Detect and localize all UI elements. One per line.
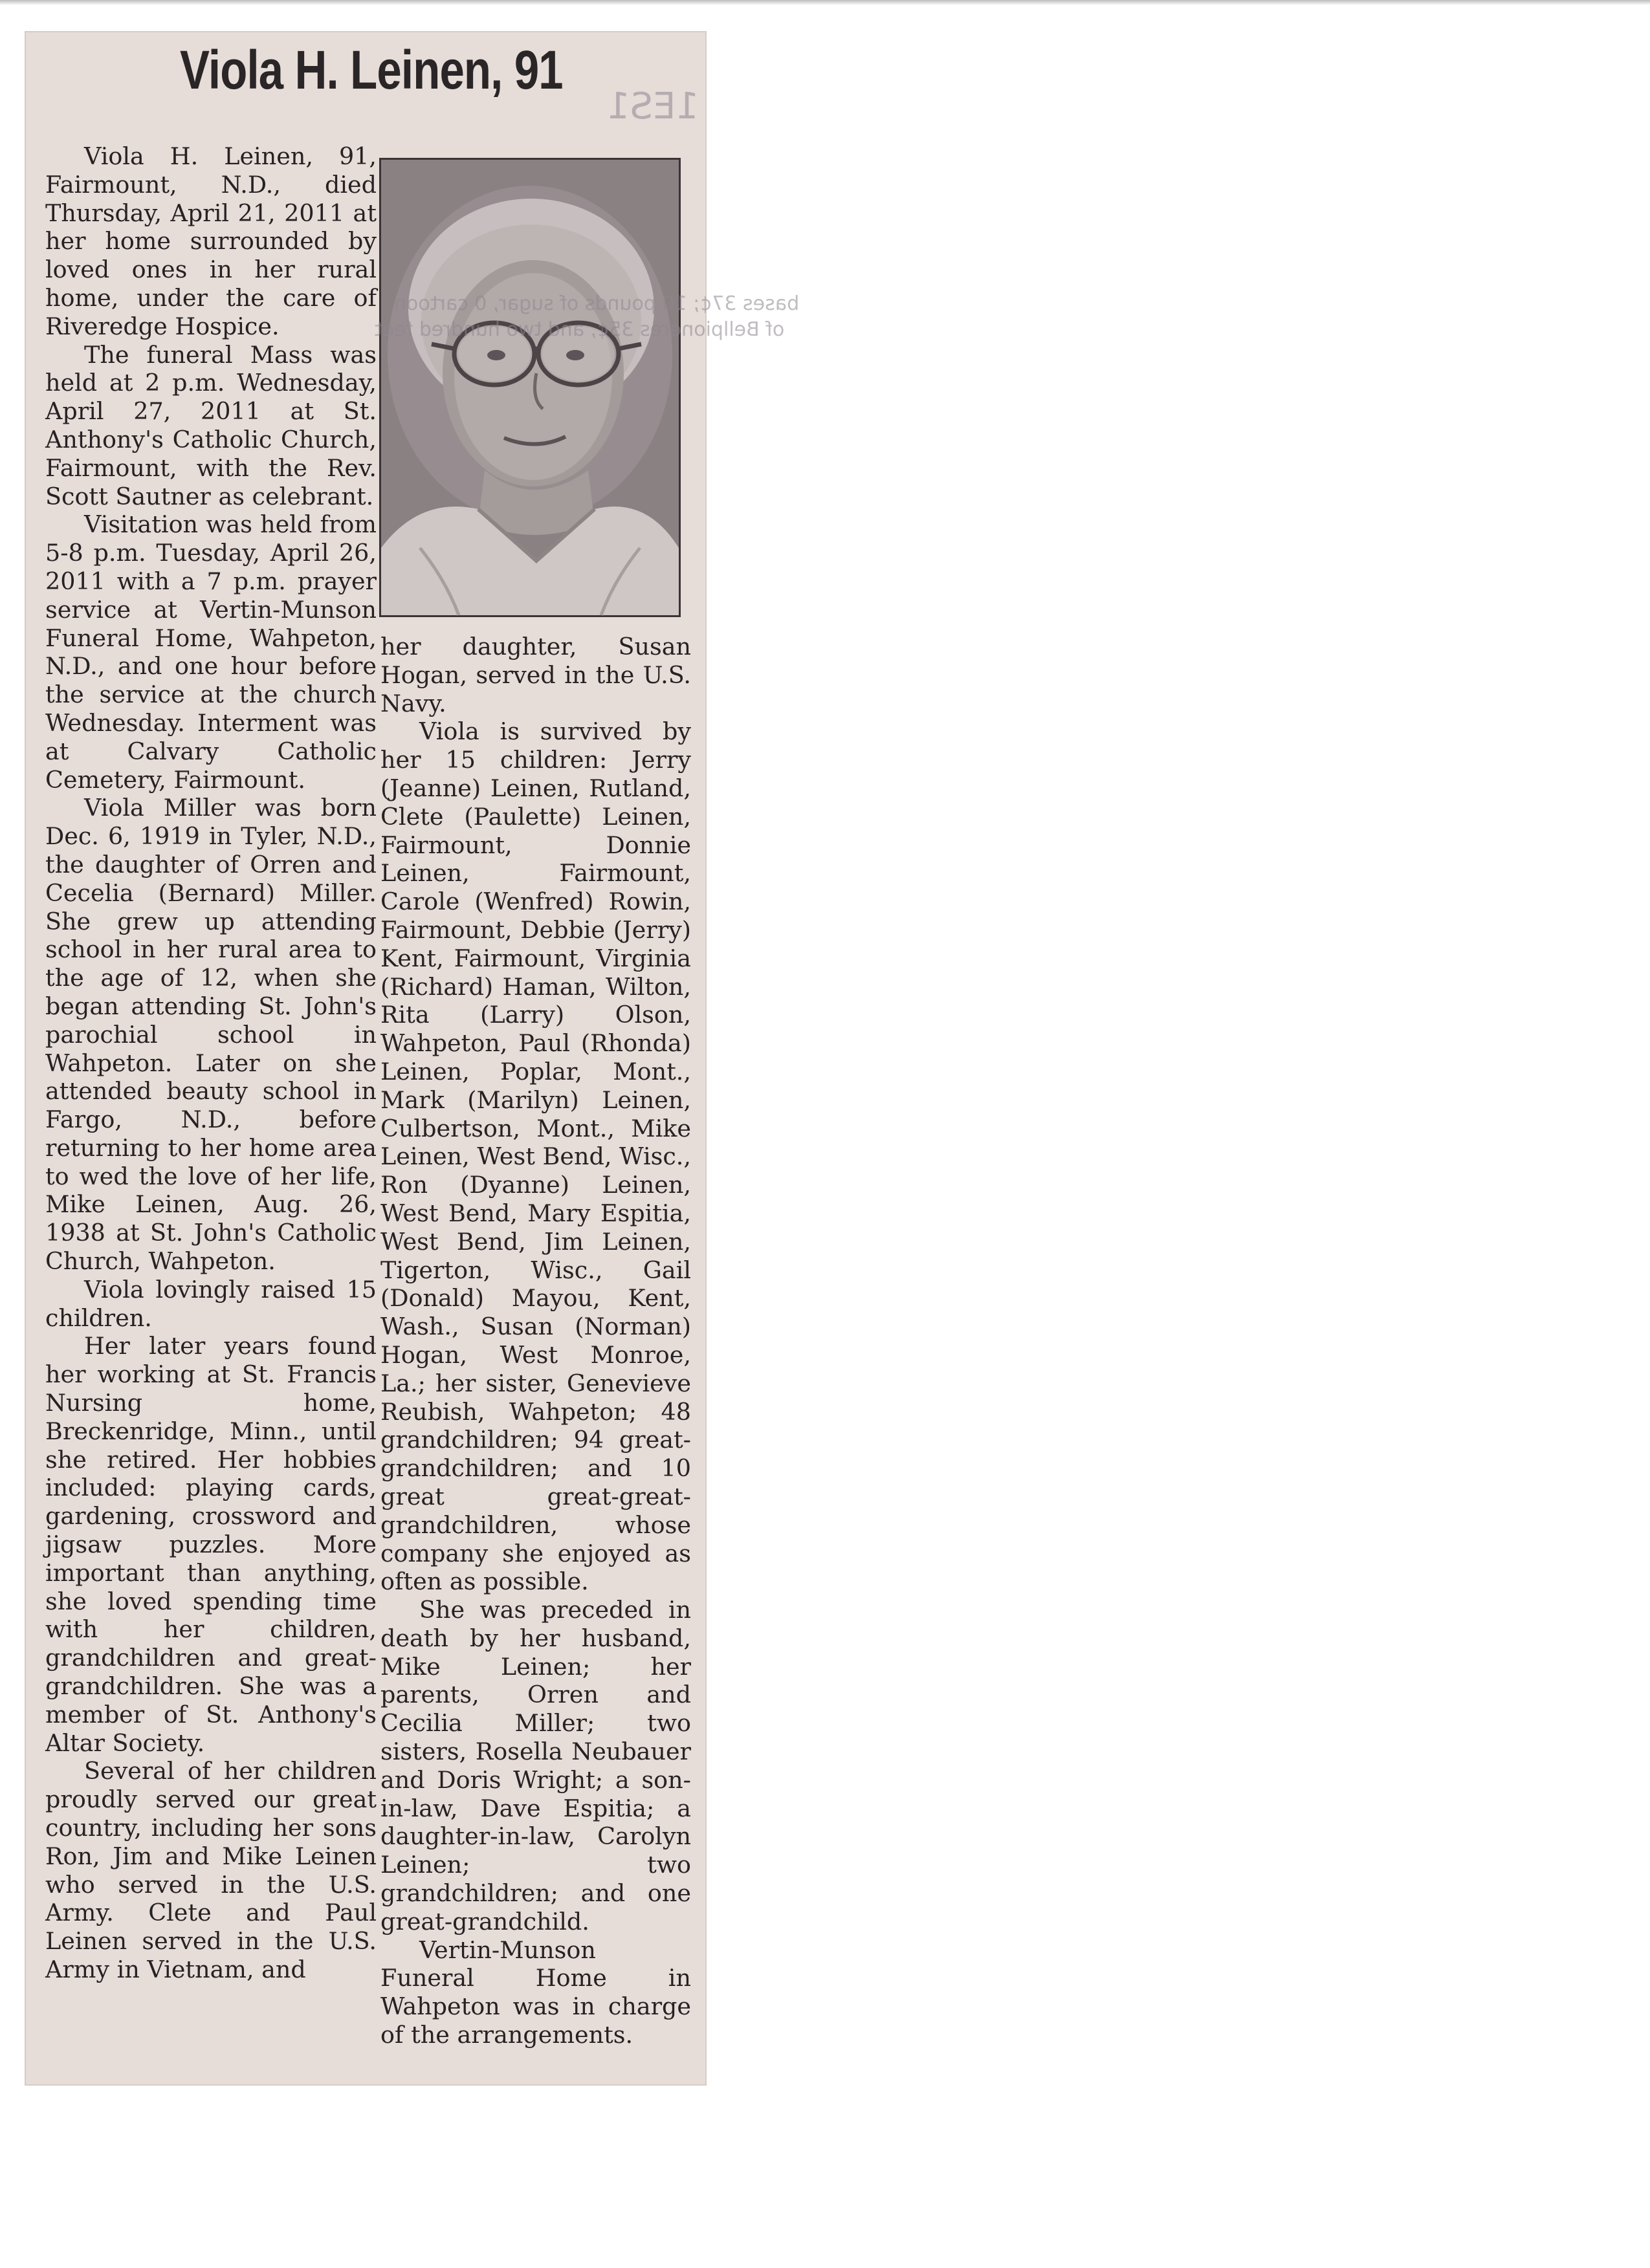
scan-edge [0,0,1650,5]
bleed-through-overlay-line-2: of Bellpioneres 35¢, and two hundred feet [375,318,785,341]
paragraph-visitation: Visitation was held from 5-8 p.m. Tuesday, April 26, 2011 with a 7 p.m. prayer service at Vertin-Munson Funeral Home, Wahpeton, N.D., and one hour before the service at the church Wednesday. Interment was at Calvary Catholic Cemetery, Fairmount. [45,510,377,794]
paragraph-funeral-mass: The funeral Mass was held at 2 p.m. Wednesday, April 27, 2011 at St. Anthony's Catholic Church, Fairmount, with the Rev. Scott Sautner as celebrant. [45,340,377,510]
paragraph-military-continued: her daughter, Susan Hogan, served in the U.S. Navy. [380,633,691,717]
newspaper-clipping [25,31,800,2086]
paragraph-survivors: Viola is survived by her 15 children: Jerry (Jeanne) Leinen, Rutland, Clete (Paulette) Leinen, Fairmount, Donnie Leinen, Fairmount, Carole (Wenfred) Rowin, Fairmount, Debbie (Jerry) Kent, Fairmount, Virginia (Richard) Haman, Wilton, Rita (Larry) Olson, Wahpeton, Paul (Rhonda) Leinen, Poplar, Mont., Mark (Marilyn) Leinen, Culbertson, Mont., Mike Leinen, West Bend, Wisc., Ron (Dyanne) Leinen, West Bend, Mary Espitia, West Bend, Jim Leinen, Tigerton, Wisc., Gail (Donald) Mayou, Kent, Wash., Susan (Norman) Hogan, West Monroe, La.; her sister, Genevieve Reubish, Wahpeton; 48 grandchildren; 94 great-grandchildren; and 10 great great-great-grandchildren, whose company she enjoyed as often as possible. [380,717,691,1596]
portrait-image [381,160,679,615]
right-column [380,633,691,2088]
headline: Viola H. Leinen, 91 [180,39,563,100]
bleed-through-overlay-line-1: bases 37¢; 10 pounds of sugar, 0 cartoon [394,292,800,315]
paragraph-arrangements: Vertin-Munson Funeral Home in Wahpeton was in charge of the arrangements. [380,1935,691,2049]
paragraph-military-service: Several of her children proudly served our great country, including her sons Ron, Jim and Mike Leinen who served in the U.S. Army. Clete and Paul Leinen served in the U.S. Army in Vietnam, and [45,1757,377,1983]
paragraph-later-years: Her later years found her working at St. Francis Nursing home, Breckenridge, Minn., until she retired. Her hobbies included: playing cards, gardening, crossword and jigsaw puzzles. More important than anything, she loved spending time with her children, grandchildren and great-grandchildren. She was a member of St. Anthony's Altar Society. [45,1332,377,1757]
left-column [45,142,377,2083]
bleed-through-snippet: 1ES1 [607,85,699,127]
paragraph-preceded-in-death: She was preceded in death by her husband, Mike Leinen; her parents, Orren and Cecilia Miller; two sisters, Rosella Neubauer and Doris Wright; a son-in-law, Dave Espitia; a daughter-in-law, Carolyn Leinen; two grandchildren; and one great-grandchild. [380,1596,691,1935]
paragraph-biography: Viola Miller was born Dec. 6, 1919 in Tyler, N.D., the daughter of Orren and Cecelia (Bernard) Miller. She grew up attending school in her rural area to the age of 12, when she began attending St. John's parochial school in Wahpeton. Later on she attended beauty school in Fargo, N.D., before returning to her home area to wed the love of her life, Mike Leinen, Aug. 26, 1938 at St. John's Catholic Church, Wahpeton. [45,794,377,1276]
paragraph-death-notice: Viola H. Leinen, 91, Fairmount, N.D., died Thursday, April 21, 2011 at her home surrounded by loved ones in her rural home, under the care of Riveredge Hospice. [45,142,377,340]
paragraph-children: Viola lovingly raised 15 children. [45,1275,377,1332]
portrait-photo [375,158,800,617]
